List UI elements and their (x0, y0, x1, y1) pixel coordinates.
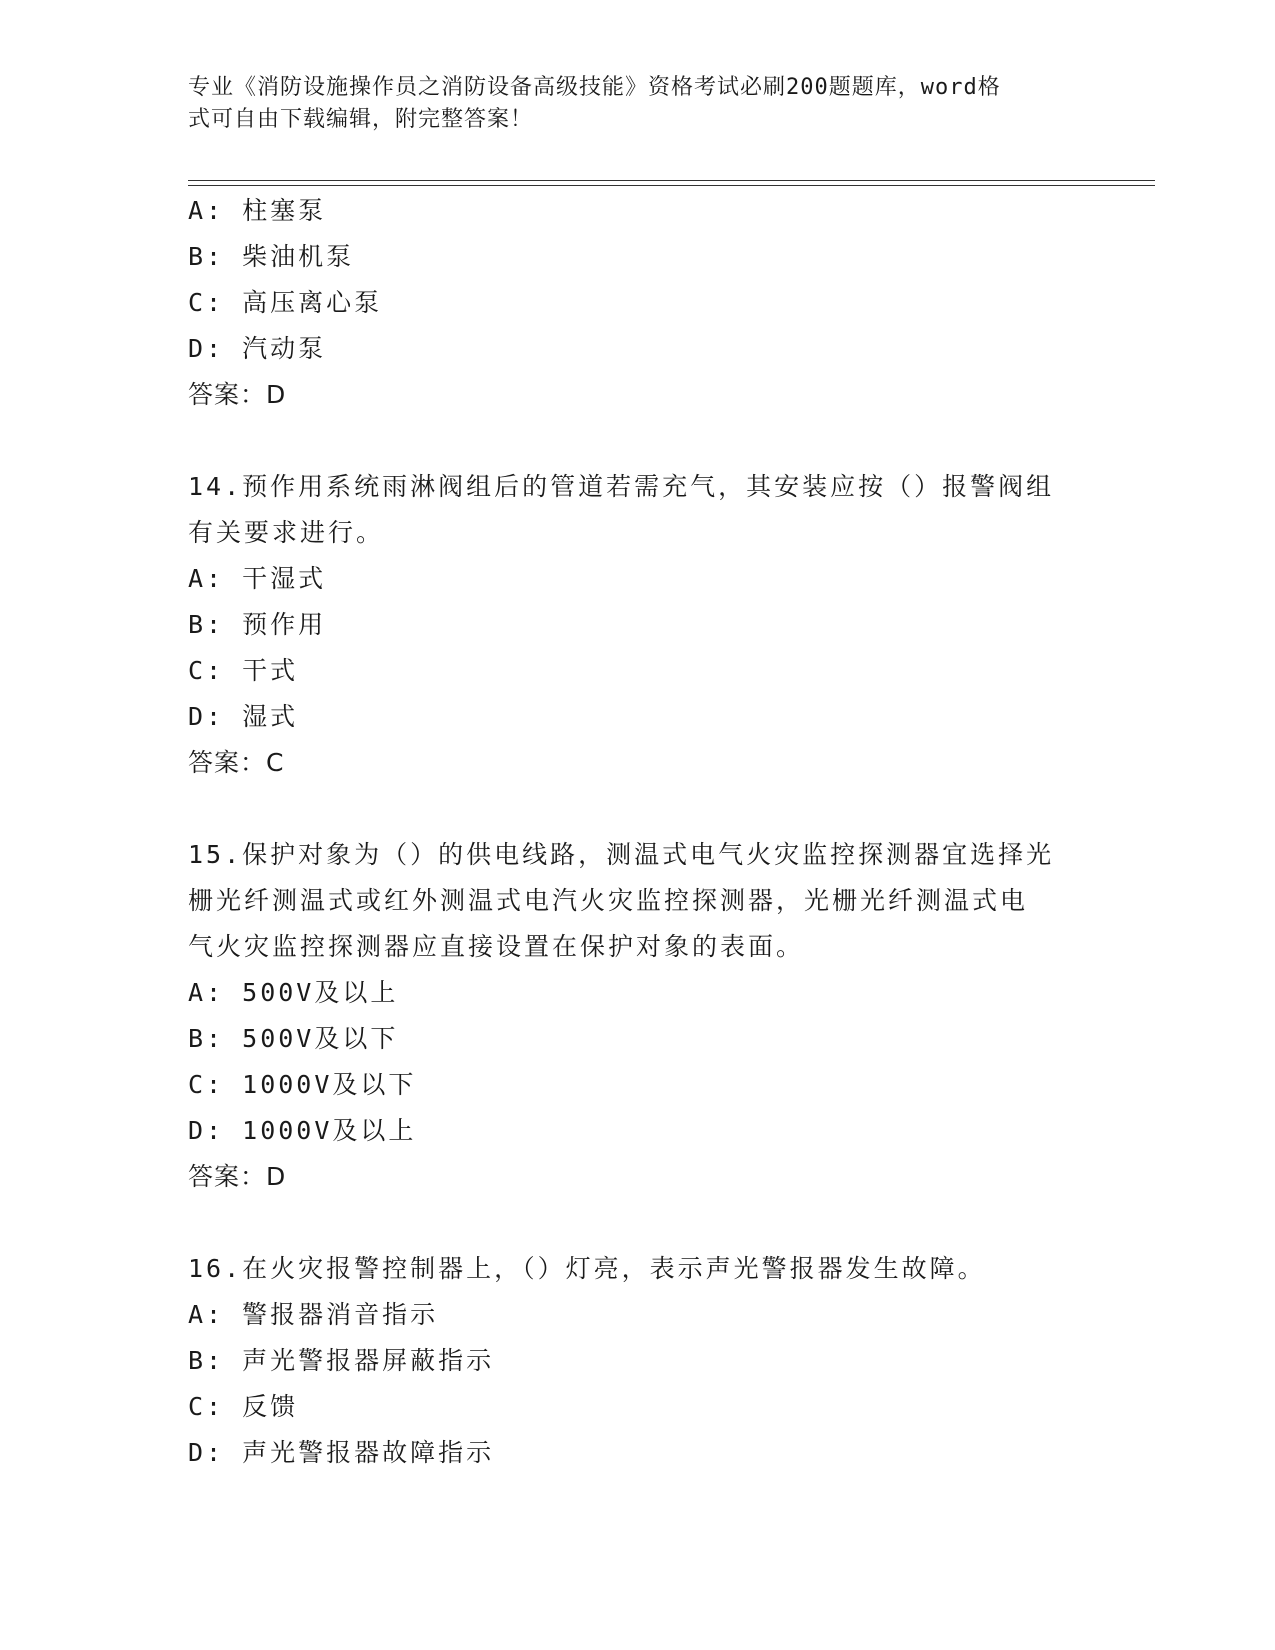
question-15-block (188, 832, 1088, 1200)
option-b: B: 预作用 (188, 610, 327, 639)
header-divider-bottom (188, 185, 1155, 186)
question-stem: 有关要求进行。 (188, 518, 385, 547)
option-a: A: 500V及以上 (188, 978, 399, 1007)
option-b: B: 500V及以下 (188, 1024, 399, 1053)
question-16-block (188, 1246, 1088, 1476)
header-line-1: 专业《消防设施操作员之消防设备高级技能》资格考试必刷200题题库，word格 (188, 75, 1001, 100)
document-header (188, 72, 1068, 136)
question-13-block (188, 188, 1088, 418)
option-c: C: 高压离心泵 (188, 288, 383, 317)
option-b: B: 声光警报器屏蔽指示 (188, 1346, 495, 1375)
question-stem: 气火灾监控探测器应直接设置在保护对象的表面。 (188, 932, 805, 961)
spacer (188, 418, 1088, 464)
option-a: A: 柱塞泵 (188, 196, 327, 225)
question-14-block (188, 464, 1088, 786)
answer: 答案：D (188, 1162, 287, 1191)
answer: 答案：C (188, 748, 285, 777)
option-c: C: 干式 (188, 656, 299, 685)
question-stem: 15.保护对象为（）的供电线路，测温式电气火灾监控探测器宜选择光 (188, 840, 1055, 869)
question-stem: 栅光纤测温式或红外测温式电汽火灾监控探测器，光栅光纤测温式电 (188, 886, 1029, 915)
spacer (188, 786, 1088, 832)
answer: 答案：D (188, 380, 287, 409)
spacer (188, 1200, 1088, 1246)
question-stem: 16.在火灾报警控制器上，（）灯亮，表示声光警报器发生故障。 (188, 1254, 986, 1283)
option-a: A: 干湿式 (188, 564, 327, 593)
option-d: D: 1000V及以上 (188, 1116, 417, 1145)
question-stem: 14.预作用系统雨淋阀组后的管道若需充气，其安装应按（）报警阀组 (188, 472, 1055, 501)
header-divider-top (188, 180, 1155, 181)
option-b: B: 柴油机泵 (188, 242, 355, 271)
option-c: C: 反馈 (188, 1392, 299, 1421)
header-line-2: 式可自由下载编辑，附完整答案！ (188, 107, 534, 132)
option-d: D: 声光警报器故障指示 (188, 1438, 495, 1467)
question-list (188, 188, 1088, 1476)
option-d: D: 湿式 (188, 702, 299, 731)
option-a: A: 警报器消音指示 (188, 1300, 439, 1329)
option-c: C: 1000V及以下 (188, 1070, 417, 1099)
option-d: D: 汽动泵 (188, 334, 327, 363)
